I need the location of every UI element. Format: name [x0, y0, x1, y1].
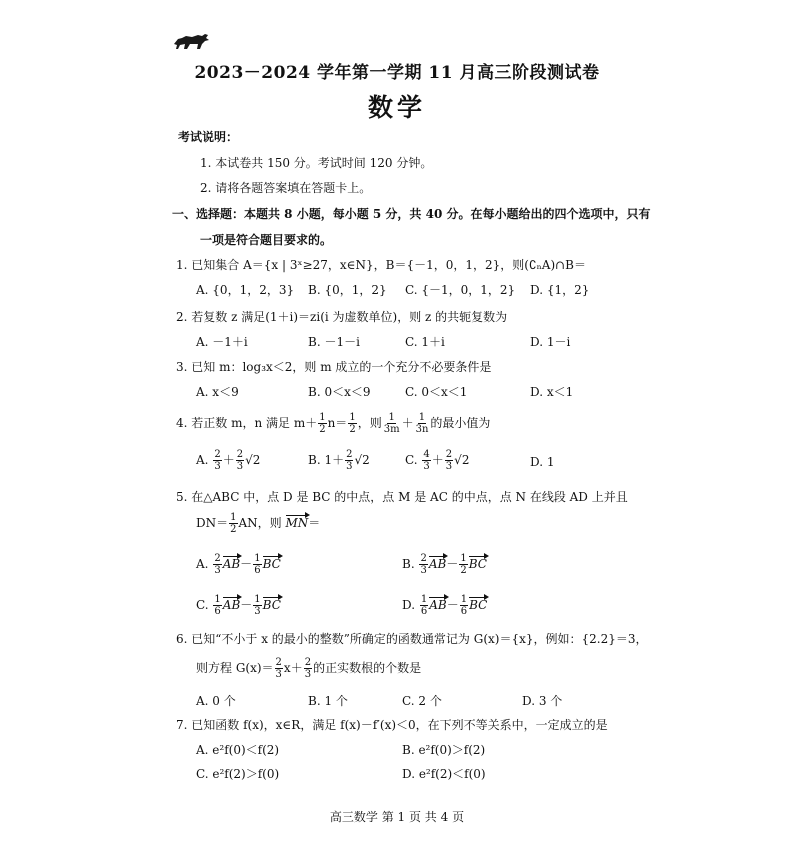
- q5-option-a: A. $\frac{2}{3}$ AB－ $\frac{1}{6}$ BC: [196, 553, 281, 576]
- q3-option-c: C. 0＜x＜1: [405, 385, 468, 399]
- q6-option-a: A. 0 个: [196, 694, 236, 708]
- instruction-2: 2. 请将各题答案填在答题卡上。: [200, 181, 372, 195]
- fraction: $\frac{1}{3n}$: [415, 412, 429, 435]
- fraction: $\frac{1}{3m}$: [383, 412, 400, 435]
- question-6-text-cont: 则方程 G(x)＝ $\frac{2}{3}$ x＋ $\frac{2}{3}$ 的正实数根的个数是: [196, 657, 422, 680]
- q1-option-c: C. {－1，0，1，2}: [405, 283, 516, 297]
- q6-option-c: C. 2 个: [402, 694, 442, 708]
- q3-option-b: B. 0＜x＜9: [308, 385, 371, 399]
- q1-option-d: D. {1，2}: [530, 283, 590, 297]
- question-4-text: 4. 若正数 m，n 满足 m＋ $\frac{1}{2}$ n＝ $\frac{1}{2}$ ，则 $\frac{1}{3m}$ ＋ $\frac{1}{3n}$ 的最小值为: [176, 412, 491, 435]
- question-7-text: 7. 已知函数 f(x)，x∈R，满足 f(x)－f′(x)＜0，在下列不等关系中，一定成立的是: [176, 718, 608, 732]
- q2-option-c: C. 1＋i: [405, 335, 445, 349]
- q3-option-a: A. x＜9: [196, 385, 239, 399]
- exam-title: 2023－2024 学年第一学期 11 月高三阶段测试卷: [194, 63, 600, 83]
- question-3-text: 3. 已知 m：log₃x＜2，则 m 成立的一个充分不必要条件是: [176, 360, 492, 374]
- instruction-1: 1. 本试卷共 150 分。考试时间 120 分钟。: [200, 156, 433, 170]
- question-5-text-cont: DN＝ $\frac{1}{2}$ AN，则 MN＝: [196, 512, 321, 535]
- question-5-text: 5. 在△ABC 中，点 D 是 BC 的中点，点 M 是 AC 的中点，点 N 在线段 AD 上并且: [176, 490, 628, 504]
- page-footer: 高三数学 第 1 页 共 4 页: [329, 810, 465, 824]
- q2-option-a: A. －1＋i: [196, 335, 248, 349]
- q7-option-a: A. e²f(0)＜f(2): [196, 743, 280, 757]
- q2-option-b: B. －1－i: [308, 335, 360, 349]
- subject-title: 数学: [367, 93, 426, 122]
- fraction: $\frac{1}{2}$: [319, 412, 326, 435]
- q1-option-b: B. {0，1，2}: [308, 283, 387, 297]
- q4-option-a: A. $\frac{2}{3}$ ＋ $\frac{2}{3}$ √2: [196, 449, 261, 472]
- instructions-heading: 考试说明：: [178, 130, 239, 144]
- bull-logo-icon: [172, 30, 212, 52]
- q7-option-b: B. e²f(0)＞f(2): [402, 743, 486, 757]
- q5-option-c: C. $\frac{1}{6}$ AB－ $\frac{1}{3}$ BC: [196, 594, 281, 617]
- question-2-text: 2. 若复数 z 满足(1＋i)＝zi(i 为虚数单位)，则 z 的共轭复数为: [176, 310, 508, 324]
- q1-option-a: A. {0，1，2，3}: [196, 283, 295, 297]
- q6-option-d: D. 3 个: [522, 694, 563, 708]
- q6-option-b: B. 1 个: [308, 694, 348, 708]
- q5-option-b: B. $\frac{2}{3}$ AB－ $\frac{1}{2}$ BC: [402, 553, 487, 576]
- q3-option-d: D. x＜1: [530, 385, 574, 399]
- q7-option-c: C. e²f(2)＞f(0): [196, 767, 280, 781]
- q5-option-d: D. $\frac{1}{6}$ AB－ $\frac{1}{6}$ BC: [402, 594, 488, 617]
- question-1-text: 1. 已知集合 A＝{x | 3ˣ≥27，x∈N}，B＝{－1，0，1，2}，则(∁ₙA)∩B＝: [176, 258, 587, 272]
- section-1-heading-cont: 一项是符合题目要求的。: [200, 233, 333, 247]
- section-1-heading: 一、选择题：本题共 8 小题，每小题 5 分，共 40 分。在每小题给出的四个选项中，只有: [172, 207, 651, 221]
- fraction: $\frac{1}{2}$: [349, 412, 356, 435]
- q4-option-c: C. $\frac{4}{3}$ ＋ $\frac{2}{3}$ √2: [405, 449, 470, 472]
- question-6-text: 6. 已知“不小于 x 的最小的整数”所确定的函数通常记为 G(x)＝{x}，例如：{2.2}＝3，: [176, 632, 648, 646]
- q7-option-d: D. e²f(2)＜f(0): [402, 767, 486, 781]
- q4-option-d: D. 1: [530, 455, 555, 469]
- q4-option-b: B. 1＋ $\frac{2}{3}$ √2: [308, 449, 370, 472]
- q2-option-d: D. 1－i: [530, 335, 571, 349]
